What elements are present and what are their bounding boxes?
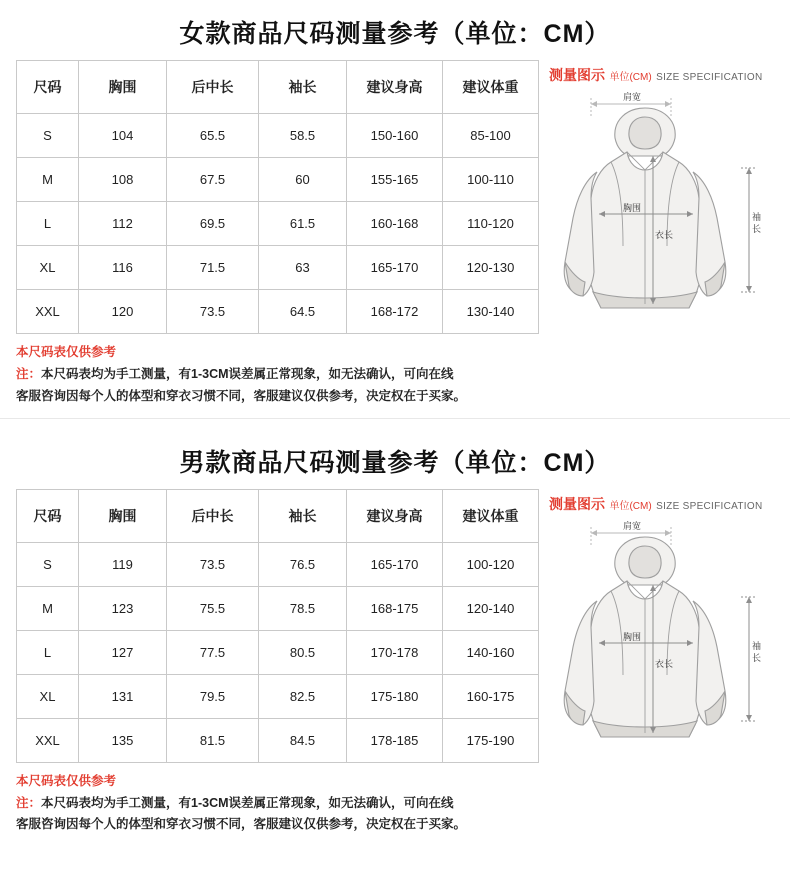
women-note-text1: 本尺码表均为手工测量，有1-3CM误差属正常现象，如无法确认，可向在线 xyxy=(41,366,454,381)
cell-sleeve: 82.5 xyxy=(259,674,347,718)
men-note-line1 xyxy=(16,793,774,815)
women-measurement-diagram xyxy=(549,60,774,334)
diagram-title: 测量图示 xyxy=(549,67,605,83)
diagram-unit: 单位(CM) xyxy=(609,500,652,512)
cell-height: 175-180 xyxy=(347,674,443,718)
diagram-subtitle-en: SIZE SPECIFICATION xyxy=(656,500,763,512)
cell-chest: 120 xyxy=(79,290,167,334)
cell-weight: 120-130 xyxy=(443,246,539,290)
cell-sleeve: 63 xyxy=(259,246,347,290)
column-header: 袖长 xyxy=(259,61,347,114)
cell-backlength: 71.5 xyxy=(167,246,259,290)
column-header: 后中长 xyxy=(167,61,259,114)
cell-sleeve: 58.5 xyxy=(259,114,347,158)
cell-sleeve: 76.5 xyxy=(259,542,347,586)
cell-backlength: 73.5 xyxy=(167,542,259,586)
label-chest: 胸围 xyxy=(623,203,642,213)
men-size-table xyxy=(16,489,539,763)
cell-height: 168-175 xyxy=(347,586,443,630)
cell-chest: 116 xyxy=(79,246,167,290)
table-row xyxy=(17,158,539,202)
men-body-row xyxy=(0,489,790,763)
table-row xyxy=(17,246,539,290)
label-sleeve: 袖 xyxy=(752,640,762,651)
cell-weight: 85-100 xyxy=(443,114,539,158)
cell-size: S xyxy=(17,114,79,158)
table-header-row xyxy=(17,61,539,114)
cell-sleeve: 84.5 xyxy=(259,718,347,762)
men-section-title: 男款商品尺码测量参考（单位：CM） xyxy=(179,448,611,477)
table-row xyxy=(17,202,539,246)
label-chest: 胸围 xyxy=(623,631,642,642)
table-row xyxy=(17,586,539,630)
cell-size: XL xyxy=(17,674,79,718)
cell-backlength: 77.5 xyxy=(167,630,259,674)
men-size-section xyxy=(0,429,790,847)
table-row xyxy=(17,674,539,718)
column-header: 建议身高 xyxy=(347,61,443,114)
men-note-warning: 本尺码表仅供参考 xyxy=(16,773,117,788)
cell-chest: 127 xyxy=(79,630,167,674)
cell-backlength: 75.5 xyxy=(167,586,259,630)
cell-weight: 120-140 xyxy=(443,586,539,630)
diagram-title: 测量图示 xyxy=(549,495,605,512)
cell-chest: 131 xyxy=(79,674,167,718)
women-note-warning: 本尺码表仅供参考 xyxy=(16,345,117,359)
men-note-text1: 本尺码表均为手工测量，有1-3CM误差属正常现象，如无法确认，可向在线 xyxy=(41,795,454,810)
table-row xyxy=(17,114,539,158)
cell-weight: 175-190 xyxy=(443,718,539,762)
diagram-header xyxy=(549,60,774,84)
women-body-row xyxy=(0,60,790,334)
cell-sleeve: 64.5 xyxy=(259,290,347,334)
cell-height: 165-170 xyxy=(347,542,443,586)
column-header: 胸围 xyxy=(79,61,167,114)
column-header: 建议身高 xyxy=(347,489,443,542)
women-section-title: 女款商品尺码测量参考（单位：CM） xyxy=(179,20,611,48)
cell-weight: 130-140 xyxy=(443,290,539,334)
cell-chest: 123 xyxy=(79,586,167,630)
cell-height: 170-178 xyxy=(347,630,443,674)
cell-size: XL xyxy=(17,246,79,290)
men-notes xyxy=(0,763,790,847)
cell-backlength: 69.5 xyxy=(167,202,259,246)
label-sleeve-2: 长 xyxy=(752,652,762,663)
diagram-header xyxy=(549,489,774,513)
cell-height: 165-170 xyxy=(347,246,443,290)
table-row xyxy=(17,718,539,762)
cell-weight: 160-175 xyxy=(443,674,539,718)
cell-height: 155-165 xyxy=(347,158,443,202)
cell-weight: 110-120 xyxy=(443,202,539,246)
cell-chest: 135 xyxy=(79,718,167,762)
women-size-table xyxy=(16,60,539,334)
cell-backlength: 67.5 xyxy=(167,158,259,202)
cell-backlength: 65.5 xyxy=(167,114,259,158)
cell-backlength: 79.5 xyxy=(167,674,259,718)
column-header: 建议体重 xyxy=(443,61,539,114)
cell-height: 168-172 xyxy=(347,290,443,334)
label-shoulder: 肩宽 xyxy=(623,92,642,102)
cell-chest: 108 xyxy=(79,158,167,202)
section-divider xyxy=(0,418,790,429)
women-note-line2: 客服咨询因每个人的体型和穿衣习惯不同，客服建议仅供参考，决定权在于买家。 xyxy=(16,388,467,403)
women-size-section xyxy=(0,0,790,418)
cell-size: XXL xyxy=(17,718,79,762)
column-header: 建议体重 xyxy=(443,489,539,542)
label-shoulder: 肩宽 xyxy=(623,520,642,531)
column-header: 尺码 xyxy=(17,489,79,542)
cell-size: M xyxy=(17,586,79,630)
cell-backlength: 81.5 xyxy=(167,718,259,762)
cell-backlength: 73.5 xyxy=(167,290,259,334)
men-note-label: 注： xyxy=(16,795,42,810)
jacket-illustration-women xyxy=(549,86,774,326)
table-header-row xyxy=(17,489,539,542)
cell-sleeve: 60 xyxy=(259,158,347,202)
column-header: 胸围 xyxy=(79,489,167,542)
cell-chest: 112 xyxy=(79,202,167,246)
women-note-label: 注： xyxy=(16,366,42,381)
table-row xyxy=(17,290,539,334)
cell-height: 150-160 xyxy=(347,114,443,158)
cell-size: L xyxy=(17,202,79,246)
cell-weight: 140-160 xyxy=(443,630,539,674)
diagram-unit: 单位(CM) xyxy=(609,72,652,83)
cell-chest: 119 xyxy=(79,542,167,586)
cell-sleeve: 61.5 xyxy=(259,202,347,246)
women-notes xyxy=(0,334,790,418)
cell-chest: 104 xyxy=(79,114,167,158)
table-row xyxy=(17,630,539,674)
cell-size: S xyxy=(17,542,79,586)
label-length: 衣长 xyxy=(655,230,674,240)
cell-size: M xyxy=(17,158,79,202)
label-sleeve-2: 长 xyxy=(752,224,762,234)
cell-weight: 100-120 xyxy=(443,542,539,586)
cell-size: L xyxy=(17,630,79,674)
column-header: 后中长 xyxy=(167,489,259,542)
diagram-subtitle-en: SIZE SPECIFICATION xyxy=(656,72,763,83)
table-row xyxy=(17,542,539,586)
cell-size: XXL xyxy=(17,290,79,334)
women-note-line1 xyxy=(16,364,774,386)
label-sleeve: 袖 xyxy=(752,212,762,222)
men-note-line2: 客服咨询因每个人的体型和穿衣习惯不同，客服建议仅供参考，决定权在于买家。 xyxy=(16,817,467,832)
cell-height: 160-168 xyxy=(347,202,443,246)
men-measurement-diagram xyxy=(549,489,774,763)
jacket-illustration-men xyxy=(549,515,774,755)
column-header: 尺码 xyxy=(17,61,79,114)
cell-sleeve: 78.5 xyxy=(259,586,347,630)
label-length: 衣长 xyxy=(655,658,674,669)
cell-height: 178-185 xyxy=(347,718,443,762)
cell-weight: 100-110 xyxy=(443,158,539,202)
column-header: 袖长 xyxy=(259,489,347,542)
cell-sleeve: 80.5 xyxy=(259,630,347,674)
